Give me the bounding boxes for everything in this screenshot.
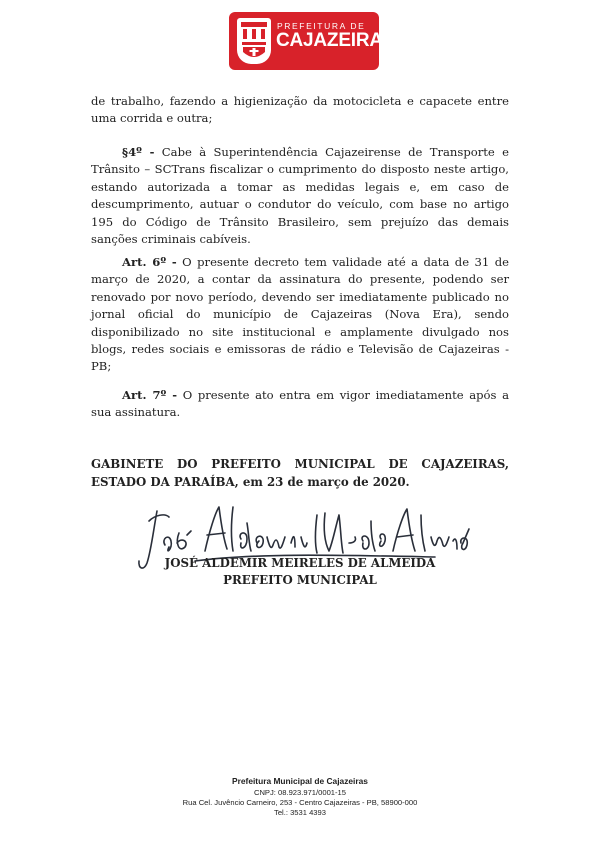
signatory-title: PREFEITO MUNICIPAL <box>223 573 377 587</box>
prefeitura-logo <box>229 12 396 70</box>
paragraph-4-text: Cabe à Superintendência Cajazeirense de Transporte e Trânsito – SCTrans fiscalizar o cumprimento do disposto neste artigo, estando autorizada a tomar as medidas legais e, em caso de descumprimento, autuar o condutor do veículo, com base no artigo 195 do Código de Trânsito Brasileiro, sem prejuízo das demais sanções criminais cabíveis. <box>91 145 509 247</box>
signatory-name: JOSÉ ALDEMIR MEIRELES DE ALMEIDA <box>164 556 436 570</box>
article-6-text: O presente decreto tem validade até a data de 31 de março de 2020, a contar da assinatura do presente, podendo ser renovado por novo período, devendo ser imediatamente publicado no jornal oficial do município de Cajazeiras (Nova Era), sendo disponibilizado no site institucional e amplamente divulgado nos blogs, redes sociais e emissoras de rádio e Televisão de Cajazeiras - PB; <box>91 255 509 374</box>
article-6-label: Art. 6º - <box>122 255 177 269</box>
logo-prefeitura-text: PREFEITURA DE <box>277 21 366 31</box>
paragraph-4 <box>91 144 509 248</box>
footer-institution: Prefeitura Municipal de Cajazeiras <box>232 776 368 786</box>
paragraph-4-label: §4º - <box>122 145 155 159</box>
coat-of-arms-icon <box>237 18 271 64</box>
paragraph-continuation: de trabalho, fazendo a higienização da motocicleta e capacete entre uma corrida e outra; <box>91 94 509 126</box>
article-7-text: O presente ato entra em vigor imediatamente após a sua assinatura. <box>91 388 509 420</box>
article-7-label: Art. 7º - <box>122 388 178 402</box>
article-6 <box>91 254 509 376</box>
article-7 <box>91 387 509 422</box>
gabinete-closing: GABINETE DO PREFEITO MUNICIPAL DE CAJAZEIRAS, ESTADO DA PARAÍBA, em 23 de março de 2020. <box>91 457 509 489</box>
footer-phone: Tel.: 3531 4393 <box>274 808 326 817</box>
logo-cajazeiras-text: CAJAZEIRAS <box>276 30 396 51</box>
footer-address: Rua Cel. Juvêncio Carneiro, 253 - Centro Cajazeiras - PB, 58900-000 <box>182 798 418 807</box>
footer-cnpj: CNPJ: 08.923.971/0001-15 <box>253 788 347 797</box>
